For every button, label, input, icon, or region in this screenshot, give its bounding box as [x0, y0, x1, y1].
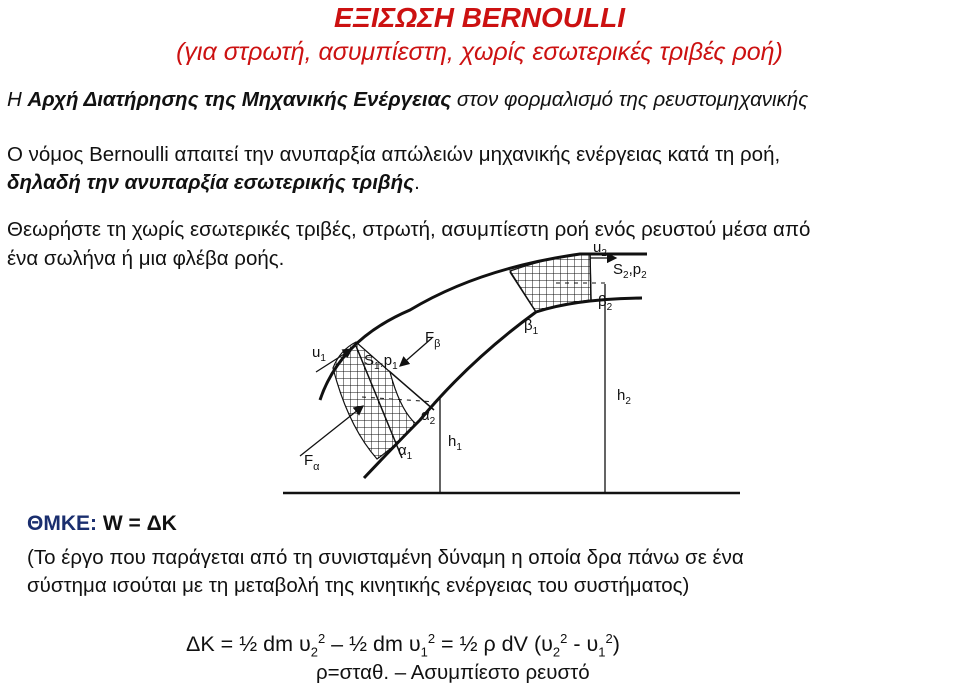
- label-s1-p1: $S_1,p_1$: [364, 352, 398, 372]
- label-beta-1: $\beta_1$: [524, 317, 539, 337]
- label-beta-2: $\beta_2$: [598, 293, 613, 313]
- page-title: ΕΞΙΣΩΣΗ BERNOULLI: [333, 2, 626, 33]
- label-s2-p2: $S_2,p_2$: [613, 261, 647, 281]
- section-b2: [590, 255, 591, 300]
- label-alpha-2: $\alpha_2$: [421, 407, 436, 427]
- label-u1: $u_1$: [312, 344, 326, 364]
- principle-suffix: στον φορμαλισμό της ρευστομηχανικής: [451, 88, 809, 111]
- page-subtitle: (για στρωτή, ασυμπίεστη, χωρίς εσωτερικές τριβές ροή): [176, 38, 783, 66]
- label-h2: $h_2$: [617, 387, 631, 407]
- kinetic-energy-formula: ΔK = ½ dm $\upsilon_2^2$ – ½ dm $\upsilon_1^2$ = ½ ρ dV $(\upsilon_2^2 - \upsilon_1^2)$: [186, 631, 620, 660]
- principle-bold: Αρχή Διατήρησης της Μηχανικής Ενέργειας: [27, 88, 452, 111]
- work-energy-line-1: (Το έργο που παράγεται από τη συνισταμένη δύναμη η οποία δρα πάνω σε ένα: [27, 546, 744, 569]
- label-u2: $u_2$: [593, 239, 607, 259]
- label-f-beta: $F_\beta$: [425, 329, 441, 350]
- consider-line-2: ένα σωλήνα ή μια φλέβα ροής.: [7, 247, 285, 270]
- law-line-2-text: δηλαδή την ανυπαρξία εσωτερικής τριβής: [7, 171, 415, 194]
- work-energy-equation: W = ΔK: [97, 512, 177, 535]
- principle-prefix: Η: [7, 88, 28, 111]
- work-energy-label: ΘΜΚΕ:: [27, 512, 97, 535]
- work-energy-title: [27, 512, 177, 536]
- consider-line-1: Θεωρήστε τη χωρίς εσωτερικές τριβές, στρωτή, ασυμπίεστη ροή ενός ρευστού μέσα από: [7, 218, 811, 241]
- force-alpha-arrow: [300, 406, 363, 456]
- label-f-alpha: $F_\alpha$: [304, 452, 320, 473]
- law-line-2-end: .: [414, 171, 420, 194]
- label-h1: $h_1$: [448, 433, 462, 453]
- work-energy-line-2: σύστημα ισούται με τη μεταβολή της κινητικής ενέργειας του συστήματος): [27, 574, 690, 597]
- law-line-1: Ο νόμος Bernoulli απαιτεί την ανυπαρξία απώλειών μηχανικής ενέργειας κατά τη ροή,: [7, 143, 781, 166]
- label-alpha-1: $\alpha_1$: [398, 442, 413, 462]
- density-constant-note: ρ=σταθ. – Ασυμπίεστο ρευστό: [316, 661, 590, 684]
